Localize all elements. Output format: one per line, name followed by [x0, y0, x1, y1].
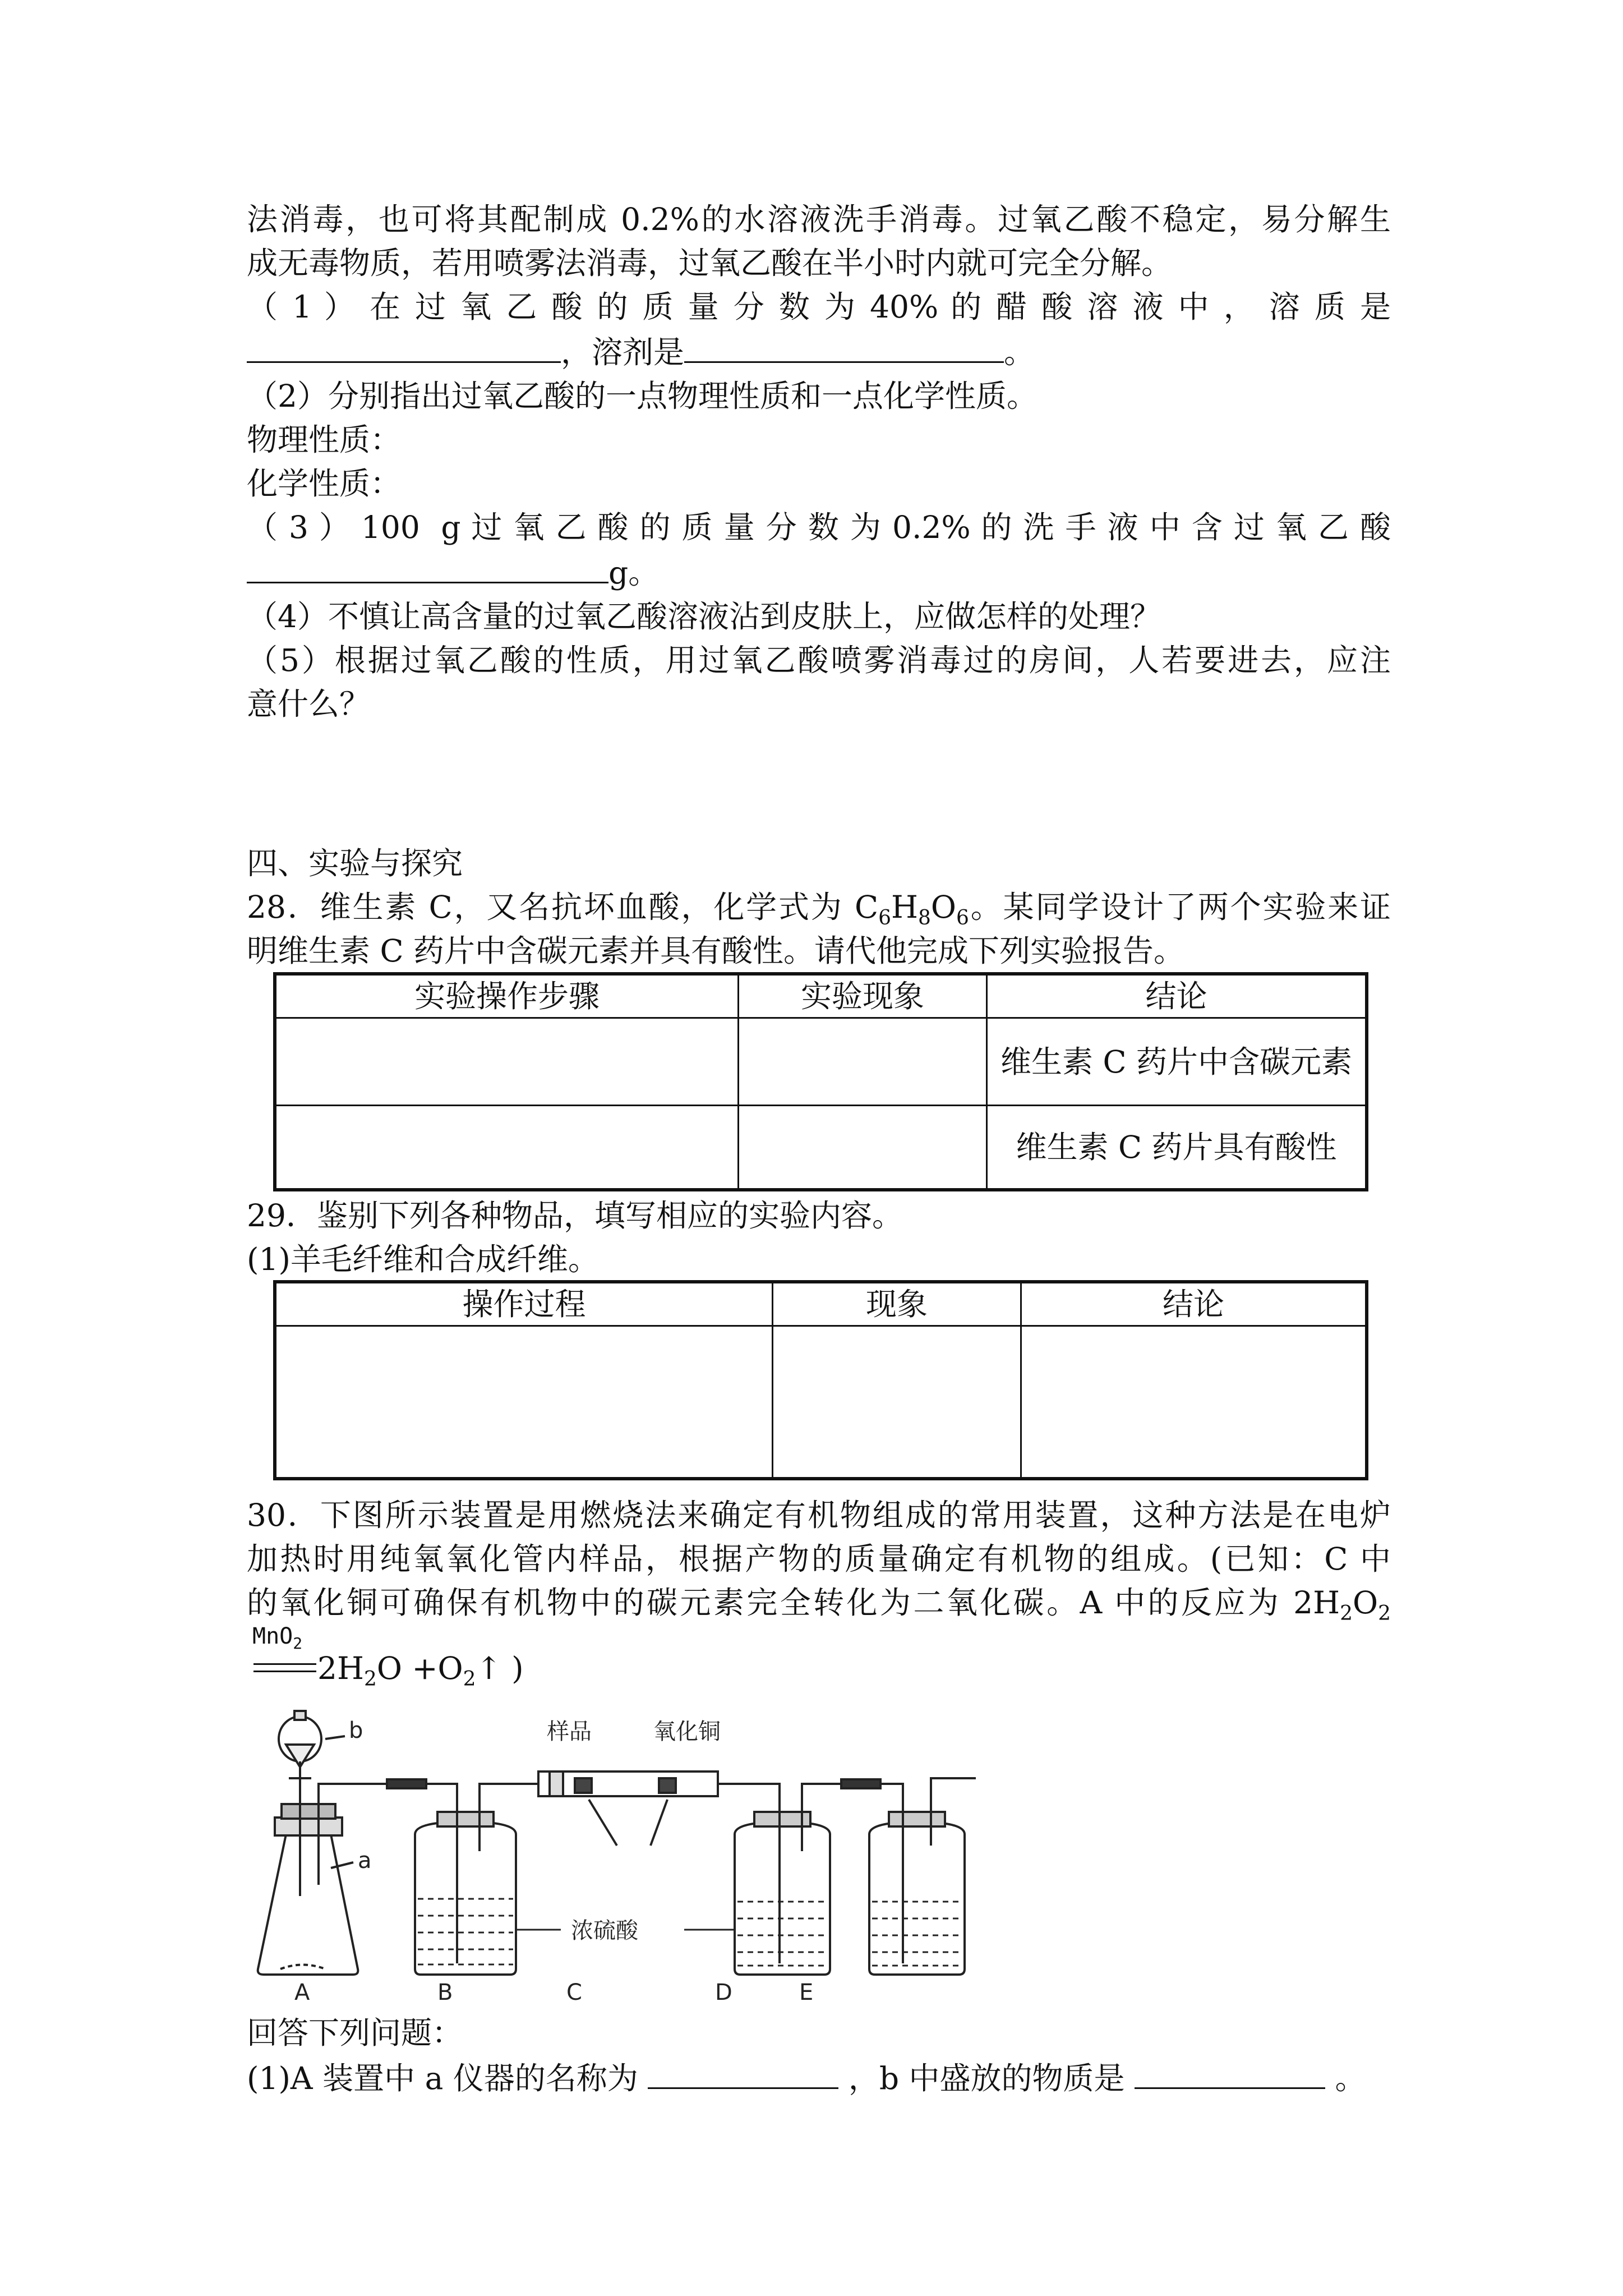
- label-a: a: [358, 1848, 372, 1874]
- tube-c: [538, 1772, 718, 1846]
- q1-solute-blank[interactable]: [247, 329, 561, 363]
- intro-line-1: 法消毒，也可将其配制成 0.2%的水溶液洗手消毒。过氧乙酸不稳定，易分解生: [247, 201, 1391, 237]
- table1-header-steps: 实验操作步骤: [275, 974, 739, 1018]
- table1-cell-steps[interactable]: [275, 1018, 739, 1106]
- experiment-report-table: [273, 972, 1368, 1191]
- catalyst-label: MnO$_2$: [252, 1623, 303, 1653]
- bottle-e: [869, 1778, 976, 1975]
- q4-text: （4）不慎让高含量的过氧乙酸溶液沾到皮肤上，应做怎样的处理？: [247, 599, 1161, 634]
- q28-line-1: 28．维生素 C，又名抗坏血酸，化学式为 $C_6H_8O_6$。某同学设计了两个实验来证: [247, 889, 1391, 930]
- table1-header-conclusion: 结论: [987, 974, 1367, 1018]
- letter-d: D: [715, 1980, 732, 2003]
- apparatus-diagram: [247, 1705, 998, 2003]
- q3-line-2: g。: [247, 549, 1391, 595]
- bottle-b: [415, 1812, 516, 1975]
- answer-a-blank[interactable]: [648, 2055, 838, 2089]
- answer-q1: (1)A 装置中 a 仪器的名称为 ，b 中盛放的物质是 。: [247, 2055, 1424, 2100]
- equals-sign: [253, 1663, 316, 1672]
- q5-line-1: （5）根据过氧乙酸的性质，用过氧乙酸喷雾消毒过的房间，人若要进去，应注: [247, 642, 1391, 678]
- flask-a: [258, 1801, 358, 1975]
- reaction-products: $2H_2O$ $+O_2↑$ ): [317, 1650, 524, 1691]
- table1-cell-phenomenon[interactable]: [739, 1106, 987, 1190]
- q1-solvent-blank[interactable]: [684, 329, 1004, 363]
- identification-table: [273, 1280, 1368, 1480]
- table1-cell-steps[interactable]: [275, 1106, 739, 1190]
- q5-line-2: 意什么？: [247, 686, 371, 722]
- letter-b: B: [437, 1980, 453, 2003]
- funnel-b: [279, 1711, 321, 1804]
- table1-cell-phenomenon[interactable]: [739, 1018, 987, 1106]
- letter-c: C: [566, 1980, 582, 2003]
- bottle-d: [735, 1812, 830, 1975]
- table2-header-procedure: 操作过程: [275, 1282, 773, 1326]
- section-title: 四、实验与探究: [247, 845, 463, 881]
- reaction-equation: [252, 1623, 303, 1653]
- letter-a: A: [294, 1980, 310, 2003]
- label-sample: 样品: [547, 1719, 592, 1745]
- label-copper-oxide: 氧化铜: [653, 1719, 721, 1745]
- q30-line-1: 30．下图所示装置是用燃烧法来确定有机物组成的常用装置，这种方法是在电炉: [247, 1497, 1391, 1533]
- q28-line-2: 明维生素 C 药片中含碳元素并具有酸性。请代他完成下列实验报告。: [247, 933, 1185, 969]
- table1-cell-conclusion: 维生素 C 药片中含碳元素: [987, 1018, 1367, 1106]
- q3-blank[interactable]: [247, 549, 608, 583]
- q29-line-2: (1)羊毛纤维和合成纤维。: [247, 1241, 599, 1277]
- answer-b-blank[interactable]: [1135, 2055, 1325, 2089]
- table2-cell-phenomenon[interactable]: [773, 1326, 1021, 1479]
- q1-line-2: ，溶剂是 。: [247, 329, 1391, 374]
- label-sulfuric-acid: 浓硫酸: [571, 1918, 638, 1944]
- q30-line-3: 的氧化铜可确保有机物中的碳元素完全转化为二氧化碳。A 中的反应为 $2H_2O_2$: [247, 1585, 1391, 1625]
- table2-header-phenomenon: 现象: [773, 1282, 1021, 1326]
- label-b: b: [349, 1718, 363, 1743]
- q2-text: （2）分别指出过氧乙酸的一点物理性质和一点化学性质。: [247, 378, 1038, 414]
- q3-line-1: （ 3 ） 100 g 过 氧 乙 酸 的 质 量 分 数 为 0.2% 的 洗 手 液 中 含 过 氧 乙 酸: [247, 509, 1391, 545]
- q29-line-1: 29．鉴别下列各种物品，填写相应的实验内容。: [247, 1198, 903, 1234]
- table1-cell-conclusion: 维生素 C 药片具有酸性: [987, 1106, 1367, 1190]
- q1-line-1: （ 1 ） 在 过 氧 乙 酸 的 质 量 分 数 为 40% 的 醋 酸 溶 液 中 ， 溶 质 是: [247, 289, 1391, 325]
- table2-header-conclusion: 结论: [1021, 1282, 1367, 1326]
- table2-cell-procedure[interactable]: [275, 1326, 773, 1479]
- intro-line-2: 成无毒物质，若用喷雾法消毒，过氧乙酸在半小时内就可完全分解。: [247, 245, 1173, 281]
- table2-cell-conclusion[interactable]: [1021, 1326, 1367, 1479]
- q2-chemical: 化学性质：: [247, 466, 402, 501]
- table1-header-phenomenon: 实验现象: [739, 974, 987, 1018]
- q30-line-2: 加热时用纯氧氧化管内样品，根据产物的质量确定有机物的组成。(已知：C 中: [247, 1541, 1391, 1577]
- q2-physical: 物理性质：: [247, 422, 402, 458]
- letter-e: E: [799, 1980, 814, 2003]
- answer-intro: 回答下列问题：: [247, 2015, 463, 2051]
